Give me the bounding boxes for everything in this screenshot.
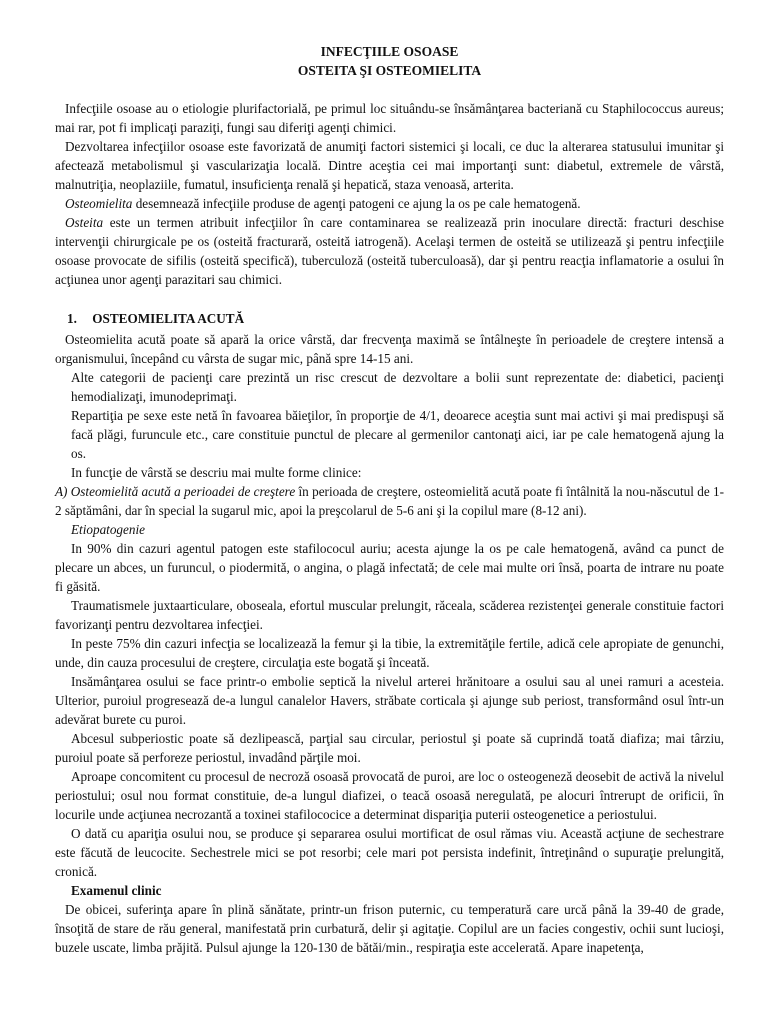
osteita-term: Osteita <box>65 215 104 230</box>
document-subtitle: OSTEITA ŞI OSTEOMIELITA <box>297 63 482 78</box>
form-a-text: în perioada de creştere, osteomielită acută poate fi întâlnită la nou-născutul de 1-2 săptămâni, dar în special la sugarul mic, apoi la preşcolarul de 5-6 ani şi la copilul mare (8-12 ani). <box>55 484 725 518</box>
etiopatogenie-label: Etiopatogenie <box>71 522 145 537</box>
form-a-term: A) Osteomielită acută a perioadei de creştere <box>55 484 296 499</box>
form-a-paragraph <box>55 482 724 520</box>
etiopatogenie-heading <box>55 520 724 539</box>
section-title: OSTEOMIELITA ACUTĂ <box>92 311 245 326</box>
intro-paragraph-1: Infecţiile osoase au o etiologie plurifactorială, pe primul loc situându-se însămânţarea bacteriană cu Staphilococcus aureus; mai rar, pot fi implicaţi paraziţi, fungi sau diferiţi agenţi chimici. <box>55 101 724 135</box>
section-paragraph-3: Repartiţia pe sexe este netă în favoarea băieţilor, în proporţie de 4/1, deoarece aceştia sunt mai activi şi mai predispuşi să facă plăgi, furuncule etc., care constituie punctul de plecare al germenilor cantonaţi aici, iar pe cale hematogenă ajung la os. <box>71 408 724 461</box>
osteomielita-definition <box>55 194 724 213</box>
section-paragraph-2-text: Alte categorii de pacienţi care prezintă un risc crescut de dezvoltare a bolii sunt reprezentate de: diabetici, pacienţi hemodializaţi, imunodeprimaţi. <box>71 370 724 404</box>
etio-paragraph-6: Aproape concomitent cu procesul de necroză osoasă provocată de puroi, are loc o osteogeneză deosebit de activă la nivelul periostului; osul nou format constituie, de-a lungul diafizei, o teacă osoasă neregulată, pe alocuri întrerupt de orificii, în locurile unde acţiunea necrozantă a toxinei stafilococice a determinat dispariţia puterii osteogenetice a periostului. <box>55 769 724 822</box>
section-number: 1. <box>67 311 77 326</box>
etio-paragraph-1: In 90% din cazuri agentul patogen este stafilococul auriu; acesta ajunge la os pe cale hematogenă, având ca punct de plecare un abces, un furuncul, o piodermită, o angina, o plagă infectată; de cele mai multe ori însă, poarta de intrare nu poate fi găsită. <box>55 541 724 594</box>
etio-paragraph-4: Insămânţarea osului se face printr-o embolie septică la nivelul arterei hrănitoare a osului sau al unei ramuri a acesteia. Ulterior, puroiul progresează de-a lungul canalelor Havers, străbate corticala şi ajunge sub periost, transformând osul într-un adevărat burete cu puroi. <box>55 674 724 727</box>
osteita-definition-text: este un termen atribuit infecţiilor în care contaminarea se realizează prin inoculare directă: fracturi deschise intervenţii chirurgicale pe os (osteită fracturară, osteită iatrogenă). Acelaşi termen de osteită se utilizează şi pentru infecţiile osoase provocate de sifilis (osteită specifică), tuberculoză (osteită tuberculoasă), dar şi pentru reacţia inflamatorie a osului în acţiunea unor agenţi parazitari sau chimici. <box>55 215 724 287</box>
document-title: INFECŢIILE OSOASE <box>320 44 459 59</box>
etio-paragraph-5: Abcesul subperiostic poate să dezlipească, parţial sau circular, periostul şi poate să cuprindă toată diafiza; mai târziu, puroiul poate să perforeze periostul, invadând părţile moi. <box>55 731 724 765</box>
intro-paragraph-2: Dezvoltarea infecţiilor osoase este favorizată de anumiţi factori sistemici şi locali, ce duc la alterarea statusului imunitar şi afectează metabolismul şi vascularizaţia locală. Dintre aceştia cei mai importanţi sunt: diabetul, extremele de vârstă, malnutriţia, neoplaziile, fumatul, insuficienţa renală şi hepatică, staza venoasă, arterita. <box>55 139 724 192</box>
etio-paragraph-7: O dată cu apariţia osului nou, se produce şi separarea osului mortificat de osul rămas viu. Această acţiune de sechestrare este făcută de leucocite. Sechestrele mici se pot resorbi; cele mari pot persista indefinit, întreţinând o supuraţie prelungită, cronică. <box>55 826 724 879</box>
osteomielita-definition-text: desemnează infecţiile produse de agenţi patogeni ce ajung la os pe cale hematogenă. <box>132 196 581 211</box>
osteita-definition <box>55 213 724 289</box>
section-paragraph-2 <box>55 368 724 406</box>
etio-paragraph-3: In peste 75% din cazuri infecţia se localizează la femur şi la tibie, la extremităţile fertile, adică cele apropiate de genunchi, unde, din cauza procesului de creştere, circulaţia este bogată şi înceată. <box>55 636 724 670</box>
etio-paragraph-2: Traumatismele juxtaarticulare, oboseala, efortul muscular prelungit, răceala, scăderea rezistenţei generale constituie factori favorizanţi pentru dezvoltarea infecţiei. <box>55 598 724 632</box>
examen-clinic-heading: Examenul clinic <box>71 883 162 898</box>
osteomielita-term: Osteomielita <box>65 196 133 211</box>
examen-clinic-paragraph: De obicei, suferinţa apare în plină sănătate, printr-un frison puternic, cu temperatură care urcă până la 39-40 de grade, însoţită de stare de rău general, manifestată prin curbatură, delir şi agitaţie. Copilul are un facies congestiv, ochii sunt lucioşi, buzele uscate, limba prăjită. Pulsul ajunge la 120-130 de bătăi/min., respiraţia este accelerată. Apare inapetenţa, <box>55 902 724 955</box>
section-paragraph-1: Osteomielita acută poate să apară la orice vârstă, dar frecvenţa maximă se întâlneşte în perioadele de creştere intensă a organismului, începând cu vârsta de sugar mic, până spre 14-15 ani. <box>55 332 724 366</box>
section-paragraph-4: In funcţie de vârstă se descriu mai multe forme clinice: <box>71 465 362 480</box>
section-heading <box>55 309 724 328</box>
